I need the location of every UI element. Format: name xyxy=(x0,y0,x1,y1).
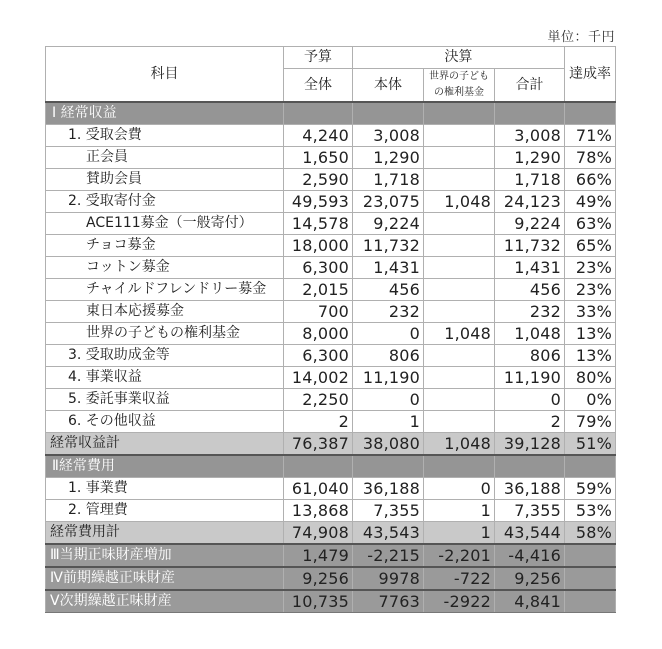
header-sum: 合計 xyxy=(495,69,565,103)
cell-achievement-rate xyxy=(565,455,616,478)
table-row xyxy=(46,169,616,191)
cell-achievement-rate xyxy=(565,544,616,567)
table-row xyxy=(46,235,616,257)
table-row xyxy=(46,455,616,478)
cell-rights-fund xyxy=(424,411,495,433)
table-row xyxy=(46,279,616,301)
cell-rights-fund xyxy=(424,367,495,389)
cell-sum: 4,841 xyxy=(495,590,565,613)
row-label: 経常費用計 xyxy=(46,522,284,545)
cell-budget: 4,240 xyxy=(284,125,353,147)
cell-main-body: 232 xyxy=(353,301,424,323)
cell-main-body: -2,215 xyxy=(353,544,424,567)
row-label: Ⅱ経常費用 xyxy=(46,455,284,478)
cell-rights-fund: -2,201 xyxy=(424,544,495,567)
cell-main-body: 43,543 xyxy=(353,522,424,545)
cell-rights-fund: 1,048 xyxy=(424,191,495,213)
header-rights-fund xyxy=(424,69,495,103)
row-label: 経常収益計 xyxy=(46,433,284,456)
cell-budget: 13,868 xyxy=(284,500,353,522)
cell-rights-fund xyxy=(424,279,495,301)
table-row xyxy=(46,367,616,389)
cell-sum: 24,123 xyxy=(495,191,565,213)
cell-budget: 49,593 xyxy=(284,191,353,213)
cell-sum: 9,224 xyxy=(495,213,565,235)
cell-budget: 14,002 xyxy=(284,367,353,389)
cell-sum: 36,188 xyxy=(495,478,565,500)
cell-main-body: 0 xyxy=(353,389,424,411)
cell-main-body: 36,188 xyxy=(353,478,424,500)
cell-main-body: 1,290 xyxy=(353,147,424,169)
header-budget: 予算 xyxy=(284,47,353,69)
cell-main-body: 11,190 xyxy=(353,367,424,389)
row-label: 2. 受取寄付金 xyxy=(46,191,284,213)
cell-rights-fund xyxy=(424,147,495,169)
table-row xyxy=(46,522,616,545)
header-achievement-rate: 達成率 xyxy=(565,47,616,103)
cell-sum: 43,544 xyxy=(495,522,565,545)
cell-achievement-rate: 13% xyxy=(565,323,616,345)
cell-main-body: 1,718 xyxy=(353,169,424,191)
table-row xyxy=(46,257,616,279)
row-label: 2. 管理費 xyxy=(46,500,284,522)
table-row xyxy=(46,544,616,567)
cell-rights-fund: 0 xyxy=(424,478,495,500)
cell-achievement-rate: 0% xyxy=(565,389,616,411)
cell-main-body: 7763 xyxy=(353,590,424,613)
cell-budget: 14,578 xyxy=(284,213,353,235)
cell-achievement-rate xyxy=(565,102,616,125)
cell-rights-fund: 1,048 xyxy=(424,433,495,456)
cell-achievement-rate: 58% xyxy=(565,522,616,545)
cell-rights-fund: 1 xyxy=(424,500,495,522)
cell-sum: 456 xyxy=(495,279,565,301)
row-label: 6. その他収益 xyxy=(46,411,284,433)
header-subject: 科目 xyxy=(46,47,284,103)
cell-main-body: 1,431 xyxy=(353,257,424,279)
table-row xyxy=(46,567,616,590)
cell-sum xyxy=(495,102,565,125)
table-row xyxy=(46,323,616,345)
row-label: チョコ募金 xyxy=(46,235,284,257)
table-row xyxy=(46,433,616,456)
cell-budget: 76,387 xyxy=(284,433,353,456)
cell-achievement-rate: 49% xyxy=(565,191,616,213)
cell-main-body: 9978 xyxy=(353,567,424,590)
cell-main-body: 11,732 xyxy=(353,235,424,257)
cell-sum: 0 xyxy=(495,389,565,411)
cell-rights-fund xyxy=(424,213,495,235)
cell-achievement-rate xyxy=(565,567,616,590)
cell-sum: 1,048 xyxy=(495,323,565,345)
cell-achievement-rate: 80% xyxy=(565,367,616,389)
cell-achievement-rate xyxy=(565,590,616,613)
cell-achievement-rate: 65% xyxy=(565,235,616,257)
cell-sum: 9,256 xyxy=(495,567,565,590)
cell-budget: 6,300 xyxy=(284,257,353,279)
cell-achievement-rate: 71% xyxy=(565,125,616,147)
unit-label: 単位：千円 xyxy=(547,30,615,45)
cell-achievement-rate: 78% xyxy=(565,147,616,169)
cell-main-body: 23,075 xyxy=(353,191,424,213)
cell-sum: 1,718 xyxy=(495,169,565,191)
cell-rights-fund xyxy=(424,102,495,125)
cell-rights-fund: 1,048 xyxy=(424,323,495,345)
header-rights-fund-line2: の権利基金 xyxy=(434,87,484,98)
cell-main-body: 7,355 xyxy=(353,500,424,522)
row-label: チャイルドフレンドリー募金 xyxy=(46,279,284,301)
row-label: 賛助会員 xyxy=(46,169,284,191)
cell-main-body: 806 xyxy=(353,345,424,367)
cell-achievement-rate: 51% xyxy=(565,433,616,456)
cell-rights-fund xyxy=(424,257,495,279)
cell-budget: 1,650 xyxy=(284,147,353,169)
table-body xyxy=(46,102,616,613)
cell-achievement-rate: 23% xyxy=(565,257,616,279)
cell-sum: -4,416 xyxy=(495,544,565,567)
row-label: 1. 事業費 xyxy=(46,478,284,500)
row-label: Ⅴ次期繰越正味財産 xyxy=(46,590,284,613)
cell-budget: 6,300 xyxy=(284,345,353,367)
table-row xyxy=(46,147,616,169)
row-label: コットン募金 xyxy=(46,257,284,279)
cell-budget: 2 xyxy=(284,411,353,433)
cell-achievement-rate: 23% xyxy=(565,279,616,301)
cell-rights-fund: -2922 xyxy=(424,590,495,613)
cell-main-body: 0 xyxy=(353,323,424,345)
cell-budget: 1,479 xyxy=(284,544,353,567)
cell-achievement-rate: 66% xyxy=(565,169,616,191)
table-row xyxy=(46,191,616,213)
cell-rights-fund xyxy=(424,301,495,323)
cell-rights-fund xyxy=(424,125,495,147)
cell-rights-fund xyxy=(424,455,495,478)
header-main-body: 本体 xyxy=(353,69,424,103)
table-row xyxy=(46,301,616,323)
cell-budget: 2,590 xyxy=(284,169,353,191)
cell-achievement-rate: 13% xyxy=(565,345,616,367)
header-budget-total: 全体 xyxy=(284,69,353,103)
cell-budget: 700 xyxy=(284,301,353,323)
cell-main-body: 38,080 xyxy=(353,433,424,456)
row-label: Ⅲ当期正味財産増加 xyxy=(46,544,284,567)
cell-main-body xyxy=(353,455,424,478)
cell-sum: 11,732 xyxy=(495,235,565,257)
cell-achievement-rate: 63% xyxy=(565,213,616,235)
cell-sum: 39,128 xyxy=(495,433,565,456)
financial-statement-table xyxy=(45,46,616,613)
table-row xyxy=(46,478,616,500)
cell-sum: 2 xyxy=(495,411,565,433)
table-row xyxy=(46,213,616,235)
cell-rights-fund xyxy=(424,389,495,411)
cell-sum xyxy=(495,455,565,478)
cell-budget: 9,256 xyxy=(284,567,353,590)
cell-budget xyxy=(284,102,353,125)
row-label: 4. 事業収益 xyxy=(46,367,284,389)
table-row xyxy=(46,389,616,411)
row-label: 3. 受取助成金等 xyxy=(46,345,284,367)
row-label: 東日本応援募金 xyxy=(46,301,284,323)
cell-rights-fund xyxy=(424,169,495,191)
cell-main-body xyxy=(353,102,424,125)
cell-sum: 1,290 xyxy=(495,147,565,169)
row-label: 世界の子どもの権利基金 xyxy=(46,323,284,345)
table-row xyxy=(46,411,616,433)
cell-budget: 18,000 xyxy=(284,235,353,257)
cell-budget: 10,735 xyxy=(284,590,353,613)
cell-rights-fund xyxy=(424,235,495,257)
cell-budget: 2,250 xyxy=(284,389,353,411)
cell-main-body: 456 xyxy=(353,279,424,301)
cell-achievement-rate: 79% xyxy=(565,411,616,433)
cell-budget xyxy=(284,455,353,478)
header-rights-fund-line1: 世界の子ども xyxy=(429,71,489,82)
row-label: Ⅳ前期繰越正味財産 xyxy=(46,567,284,590)
header-settlement: 決算 xyxy=(353,47,565,69)
cell-achievement-rate: 59% xyxy=(565,478,616,500)
row-label: 1. 受取会費 xyxy=(46,125,284,147)
cell-main-body: 1 xyxy=(353,411,424,433)
cell-achievement-rate: 33% xyxy=(565,301,616,323)
cell-sum: 1,431 xyxy=(495,257,565,279)
table-row xyxy=(46,590,616,613)
cell-rights-fund xyxy=(424,345,495,367)
cell-budget: 2,015 xyxy=(284,279,353,301)
table-row xyxy=(46,102,616,125)
cell-rights-fund: 1 xyxy=(424,522,495,545)
cell-sum: 3,008 xyxy=(495,125,565,147)
cell-main-body: 3,008 xyxy=(353,125,424,147)
row-label: 正会員 xyxy=(46,147,284,169)
row-label: 5. 委託事業収益 xyxy=(46,389,284,411)
cell-sum: 232 xyxy=(495,301,565,323)
cell-rights-fund: -722 xyxy=(424,567,495,590)
table-row xyxy=(46,125,616,147)
cell-achievement-rate: 53% xyxy=(565,500,616,522)
table-row xyxy=(46,500,616,522)
cell-budget: 8,000 xyxy=(284,323,353,345)
row-label: Ⅰ 経常収益 xyxy=(46,102,284,125)
cell-sum: 11,190 xyxy=(495,367,565,389)
cell-budget: 74,908 xyxy=(284,522,353,545)
cell-budget: 61,040 xyxy=(284,478,353,500)
table-row xyxy=(46,345,616,367)
cell-sum: 806 xyxy=(495,345,565,367)
cell-main-body: 9,224 xyxy=(353,213,424,235)
cell-sum: 7,355 xyxy=(495,500,565,522)
row-label: ACE111募金（一般寄付） xyxy=(46,213,284,235)
